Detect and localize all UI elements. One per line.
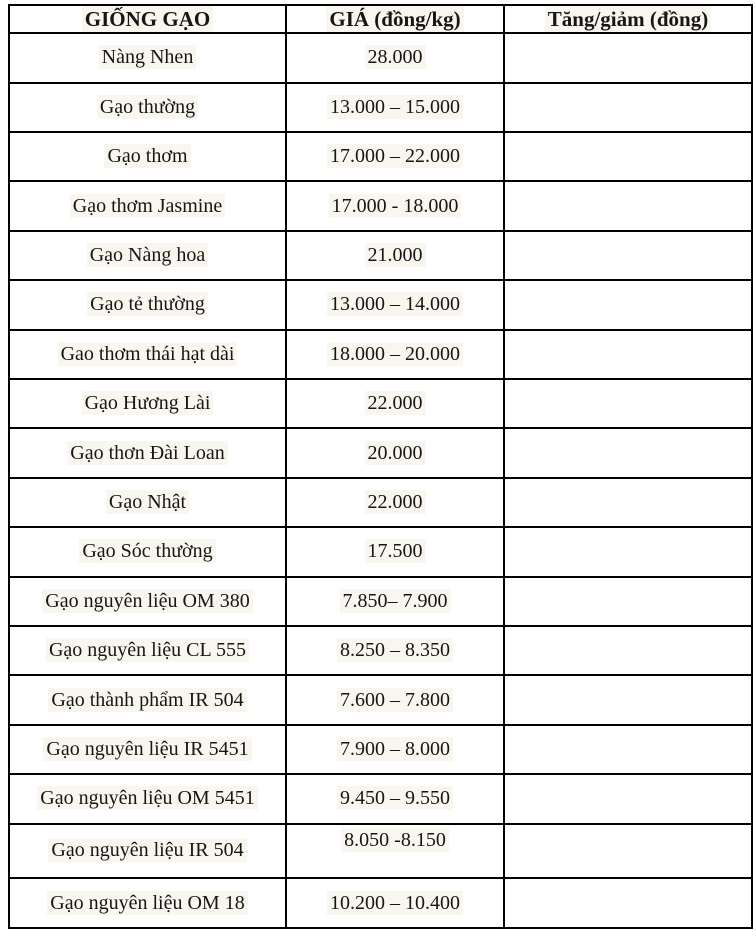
price-cell	[286, 478, 504, 527]
table-body	[9, 33, 752, 928]
variety-cell	[9, 231, 286, 280]
price-cell	[286, 527, 504, 576]
variety-label: Gạo Nhật	[106, 490, 189, 514]
price-value: 7.600 – 7.800	[337, 688, 453, 712]
change-cell	[504, 132, 752, 181]
price-cell	[286, 280, 504, 329]
price-value: 8.250 – 8.350	[337, 638, 453, 662]
variety-cell	[9, 527, 286, 576]
column-header-price-label: GIÁ (đồng/kg)	[326, 6, 463, 32]
price-value: 7.900 – 8.000	[337, 737, 453, 761]
price-cell	[286, 33, 504, 82]
table-row	[9, 428, 752, 477]
variety-cell	[9, 774, 286, 823]
column-header-variety	[9, 5, 286, 33]
price-cell	[286, 878, 504, 928]
table-row	[9, 181, 752, 230]
table-row	[9, 577, 752, 626]
price-cell	[286, 626, 504, 675]
price-cell	[286, 379, 504, 428]
change-cell	[504, 774, 752, 823]
change-cell	[504, 330, 752, 379]
price-cell	[286, 132, 504, 181]
rice-price-table	[8, 4, 753, 929]
price-cell	[286, 231, 504, 280]
variety-label: Gạo Sóc thường	[79, 539, 215, 563]
variety-label: Gạo tẻ thường	[87, 292, 208, 316]
change-cell	[504, 181, 752, 230]
variety-cell	[9, 428, 286, 477]
change-cell	[504, 626, 752, 675]
price-value: 13.000 – 15.000	[327, 95, 463, 119]
change-cell	[504, 478, 752, 527]
change-cell	[504, 527, 752, 576]
variety-cell	[9, 280, 286, 329]
variety-label: Gạo nguyên liệu CL 555	[46, 638, 249, 662]
table-header-row	[9, 5, 752, 33]
price-value: 13.000 – 14.000	[327, 292, 463, 316]
variety-label: Gạo nguyên liệu IR 5451	[43, 737, 251, 761]
variety-cell	[9, 330, 286, 379]
change-cell	[504, 428, 752, 477]
variety-cell	[9, 626, 286, 675]
variety-cell	[9, 675, 286, 724]
price-value: 17.000 - 18.000	[329, 194, 462, 218]
price-value: 9.450 – 9.550	[337, 786, 453, 810]
price-cell	[286, 330, 504, 379]
table-row	[9, 626, 752, 675]
variety-label: Gạo thường	[97, 95, 198, 119]
change-cell	[504, 280, 752, 329]
change-cell	[504, 83, 752, 132]
variety-cell	[9, 132, 286, 181]
table-row	[9, 478, 752, 527]
variety-label: Gạo nguyên liệu OM 18	[47, 891, 247, 915]
change-cell	[504, 725, 752, 774]
change-cell	[504, 824, 752, 879]
price-cell	[286, 824, 504, 879]
variety-cell	[9, 33, 286, 82]
variety-label: Gạo thơm Jasmine	[70, 194, 225, 218]
price-cell	[286, 181, 504, 230]
change-cell	[504, 33, 752, 82]
variety-label: Gao thơm thái hạt dài	[58, 342, 238, 366]
price-value: 7.850– 7.900	[340, 589, 451, 613]
table-row	[9, 774, 752, 823]
column-header-variety-label: GIỐNG GẠO	[82, 6, 213, 32]
variety-label: Gạo thơn Đài Loan	[67, 441, 227, 465]
variety-cell	[9, 878, 286, 928]
change-cell	[504, 878, 752, 928]
change-cell	[504, 675, 752, 724]
price-cell	[286, 428, 504, 477]
variety-cell	[9, 824, 286, 879]
variety-label: Nàng Nhen	[99, 45, 197, 69]
variety-cell	[9, 181, 286, 230]
variety-cell	[9, 577, 286, 626]
variety-label: Gạo thơm	[104, 144, 190, 168]
variety-label: Gạo Nàng hoa	[87, 243, 209, 267]
price-cell	[286, 83, 504, 132]
table-row	[9, 83, 752, 132]
price-cell	[286, 675, 504, 724]
variety-cell	[9, 379, 286, 428]
table-row	[9, 33, 752, 82]
price-value: 8.050 -8.150	[341, 828, 449, 852]
price-cell	[286, 725, 504, 774]
price-cell	[286, 774, 504, 823]
change-cell	[504, 577, 752, 626]
price-value: 20.000	[365, 441, 426, 465]
variety-label: Gạo nguyên liệu OM 380	[42, 589, 252, 613]
price-value: 22.000	[365, 391, 426, 415]
column-header-change-label: Tăng/giảm (đồng)	[545, 6, 711, 32]
price-value: 17.500	[365, 539, 426, 563]
table-row	[9, 527, 752, 576]
price-cell	[286, 577, 504, 626]
table-row	[9, 824, 752, 879]
price-value: 21.000	[365, 243, 426, 267]
table-row	[9, 379, 752, 428]
variety-label: Gạo nguyên liệu OM 5451	[37, 786, 257, 810]
price-value: 22.000	[365, 490, 426, 514]
table-row	[9, 330, 752, 379]
table-row	[9, 878, 752, 928]
price-value: 28.000	[365, 45, 426, 69]
variety-cell	[9, 725, 286, 774]
variety-cell	[9, 83, 286, 132]
price-value: 17.000 – 22.000	[327, 144, 463, 168]
table-row	[9, 231, 752, 280]
column-header-price	[286, 5, 504, 33]
price-value: 18.000 – 20.000	[327, 342, 463, 366]
variety-label: Gạo thành phẩm IR 504	[48, 688, 246, 712]
table-row	[9, 675, 752, 724]
variety-label: Gạo nguyên liệu IR 504	[48, 838, 246, 862]
price-value: 10.200 – 10.400	[327, 891, 463, 915]
change-cell	[504, 231, 752, 280]
column-header-change	[504, 5, 752, 33]
variety-label: Gạo Hương Lài	[82, 391, 214, 415]
table-row	[9, 132, 752, 181]
table-row	[9, 280, 752, 329]
variety-cell	[9, 478, 286, 527]
table-row	[9, 725, 752, 774]
change-cell	[504, 379, 752, 428]
